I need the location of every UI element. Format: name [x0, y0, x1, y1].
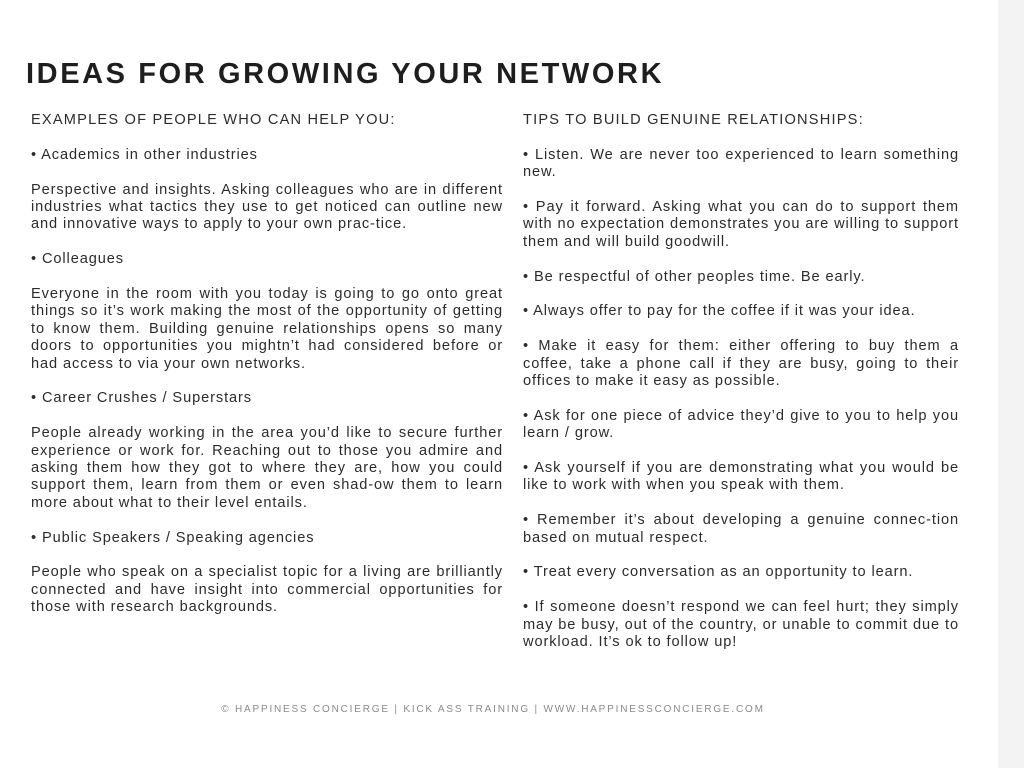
section-label-public-speakers: • Public Speakers / Speaking agencies — [31, 529, 315, 546]
tip-item: • Pay it forward. Asking what you can do to support them with no expectation demonstrates you are willing to support them and will build goodwill. — [523, 199, 959, 250]
section-text-public-speakers: People who speak on a specialist topic for a living are brilliantly connected and have insight into commercial opportunities for those with research backgrounds. — [31, 564, 503, 616]
tips-heading: TIPS TO BUILD GENUINE RELATIONSHIPS: — [523, 112, 864, 128]
tip-item: • Ask for one piece of advice they’d give to you to help you learn / grow. — [523, 407, 959, 442]
people-heading: EXAMPLES OF PEOPLE WHO CAN HELP YOU: — [31, 112, 396, 128]
section-label-academics: • Academics in other industries — [31, 146, 258, 163]
tip-item: • Treat every conversation as an opportunity to learn. — [523, 564, 914, 581]
tip-item: • Always offer to pay for the coffee if it was your idea. — [523, 303, 916, 320]
page-edge-shadow — [998, 0, 1024, 768]
tip-item: • Listen. We are never too experienced to learn something new. — [523, 146, 959, 181]
tip-item: • Be respectful of other peoples time. Be early. — [523, 268, 866, 285]
footer-credits: © HAPPINESS CONCIERGE | KICK ASS TRAINING | WWW.HAPPINESSCONCIERGE.COM — [221, 704, 765, 715]
tip-item: • If someone doesn’t respond we can feel hurt; they simply may be busy, out of the country, or unable to commit due to workload. It’s ok to follow up! — [523, 599, 959, 651]
tip-item: • Ask yourself if you are demonstrating what you would be like to work with when you speak with them. — [523, 460, 959, 494]
page-title: IDEAS FOR GROWING YOUR NETWORK — [26, 58, 665, 90]
section-label-colleagues: • Colleagues — [31, 251, 124, 268]
section-text-academics: Perspective and insights. Asking colleagues who are in different industries what tactics they use to get noticed can outline new and innovative ways to apply to your own prac-tice. — [31, 181, 503, 233]
tip-item: • Make it easy for them: either offering to buy them a coffee, take a phone call if they are busy, going to their offices to make it easy as possible. — [523, 338, 959, 390]
tip-item: • Remember it’s about developing a genuine connec-tion based on mutual respect. — [523, 512, 959, 546]
section-label-career-crushes: • Career Crushes / Superstars — [31, 390, 252, 407]
section-text-colleagues: Everyone in the room with you today is going to go onto great things so it’s work making the most of the opportunity of getting to know them. Building genuine relationships opens so many doors to opportunities you mightn’t had considered before or had access to via your own networks. — [31, 286, 503, 372]
section-text-career-crushes: People already working in the area you’d like to secure further experience or work for. Reaching out to those you admire and asking them how they got to where they are, how you could support them, learn from them or even shad-ow them to learn more about what to their level entails. — [31, 425, 503, 511]
tips-column — [523, 112, 959, 669]
people-column — [31, 112, 503, 634]
